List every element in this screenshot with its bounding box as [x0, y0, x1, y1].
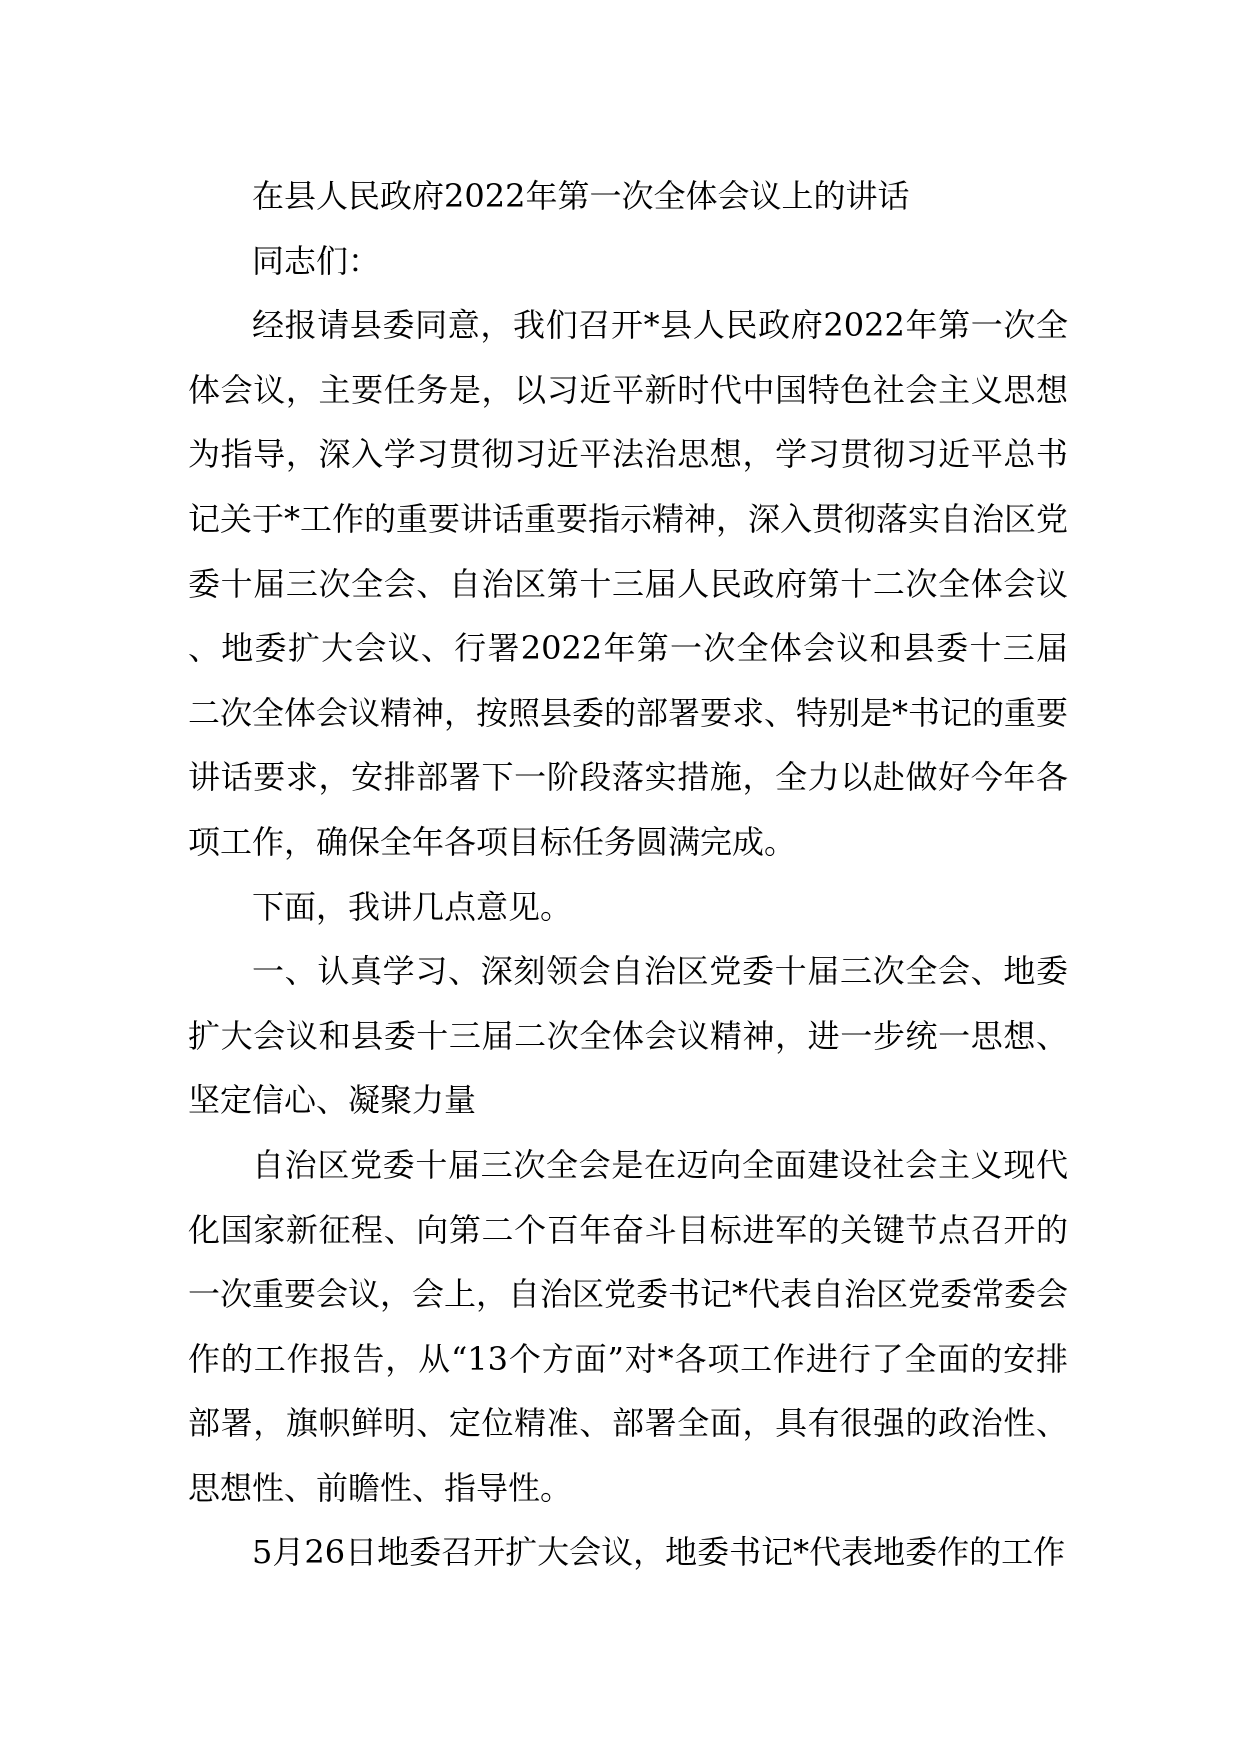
paragraph-intro: 下面，我讲几点意见。	[252, 887, 573, 926]
speech-title: 在县人民政府2022年第一次全体会议上的讲话	[252, 177, 910, 215]
paragraph-opening: 经报请县委同意，我们召开*县人民政府2022年第一次全体会议，主要任务是，以习近平新时代中国特色社会主义思想为指导，深入学习贯彻习近平法治思想，学习贯彻习近平总书记关于*工作的重要讲话重要指示精神，深入贯彻落实自治区党委十届三次全会、自治区第十三届人民政府第十二次全体会议、地委扩大会议、行署2022年第一次全体会议和县委十三届二次全体会议精神，按照县委的部署要求、特别是*书记的重要讲话要求，安排部署下一阶段落实措施，全力以赴做好今年各项工作，确保全年各项目标任务圆满完成。	[188, 306, 1069, 861]
paragraph-plenary: 自治区党委十届三次全会是在迈向全面建设社会主义现代化国家新征程、向第二个百年奋斗目标进军的关键节点召开的一次重要会议，会上，自治区党委书记*代表自治区党委常委会作的工作报告，从“13个方面”对*各项工作进行了全面的安排部署，旗帜鲜明、定位精准、部署全面，具有很强的政治性、思想性、前瞻性、指导性。	[188, 1145, 1069, 1507]
document-body	[188, 164, 1068, 1585]
section-heading-1: 一、认真学习、深刻领会自治区党委十届三次全会、地委扩大会议和县委十三届二次全体会议精神，进一步统一思想、坚定信心、凝聚力量	[188, 952, 1068, 1120]
paragraph-prefecture: 5月26日地委召开扩大会议，地委书记*代表地委作的工作	[252, 1533, 1066, 1572]
salutation: 同志们：	[252, 241, 381, 280]
